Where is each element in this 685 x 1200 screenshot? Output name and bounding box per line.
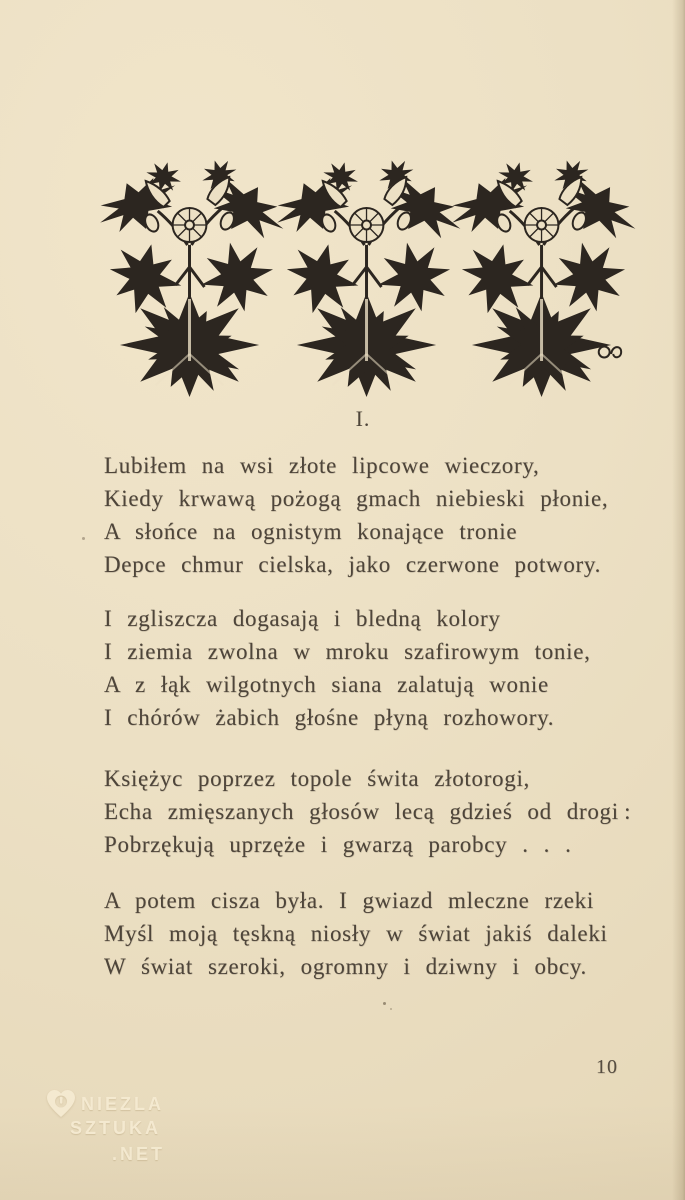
- floral-cluster-3: [442, 155, 647, 408]
- verse-line: A słońce na ognistym konające tronie: [104, 519, 518, 544]
- verse-line: I ziemia zwolna w mroku szafirowym tonie,: [104, 639, 591, 664]
- verse-line: A z łąk wilgotnych siana zalatują wonie: [104, 672, 549, 697]
- verse-line: Echa zmięszanych głosów lecą gdzieś od drogi :: [104, 799, 632, 824]
- print-speck: [383, 1002, 386, 1005]
- floral-cluster-2: [267, 155, 472, 408]
- verse-line: I chórów żabich głośne płyną rozhowory.: [104, 705, 555, 730]
- verse-line: Kiedy krwawą pożogą gmach niebieski płonie,: [104, 486, 609, 511]
- verse-line: Lubiłem na wsi złote lipcowe wieczory,: [104, 453, 540, 478]
- print-speck: [390, 1008, 392, 1010]
- floral-cluster-1: [90, 155, 295, 408]
- floral-headpiece-ornament: [102, 149, 639, 396]
- verse-line: I zgliszcza dogasają i bledną kolory: [104, 606, 501, 631]
- verse-line: W świat szeroki, ogromny i dziwny i obcy.: [104, 954, 587, 979]
- stanza-3: [104, 762, 631, 861]
- stanza-4: [104, 884, 608, 983]
- watermark-text-line1: NIEZLA: [81, 1093, 164, 1114]
- heart-logo-icon: [46, 1090, 76, 1118]
- site-watermark: [46, 1090, 165, 1165]
- page-edge-shadow: [672, 0, 685, 1200]
- print-speck: [82, 537, 85, 540]
- verse-line: Depce chmur cielska, jako czerwone potwory.: [104, 552, 602, 577]
- section-number-heading: I.: [355, 406, 371, 431]
- verse-line: Pobrzękują uprzęże i gwarzą parobcy . . .: [104, 832, 572, 857]
- verse-line: Księżyc poprzez topole świta złotorogi,: [104, 766, 530, 791]
- stanza-1: [104, 449, 608, 581]
- watermark-text-line2: SZTUKA: [70, 1118, 161, 1138]
- page-number: 10: [596, 1056, 618, 1078]
- watermark-text-line3: .NET: [112, 1144, 166, 1164]
- verse-line: A potem cisza była. I gwiazd mleczne rzeki: [104, 888, 594, 913]
- verse-line: Myśl moją tęskną niosły w świat jakiś daleki: [104, 921, 608, 946]
- stanza-2: [104, 602, 591, 734]
- artist-monogram: [599, 347, 621, 358]
